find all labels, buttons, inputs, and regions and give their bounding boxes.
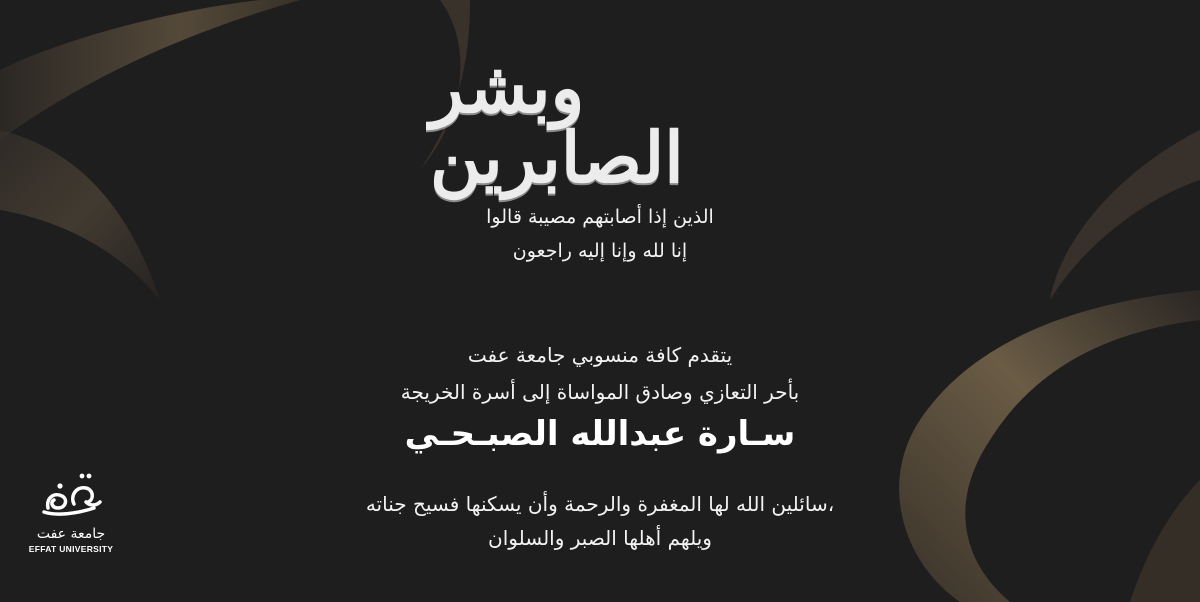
- verse-line-1: الذين إذا أصابتهم مصيبة قالوا: [486, 206, 714, 228]
- message-line-3: سائلين الله لها المغفرة والرحمة وأن يسكنها فسيح جناته،: [365, 492, 835, 516]
- effat-university-logo: [22, 468, 120, 554]
- message-line-1: يتقدم كافة منسوبي جامعة عفت: [467, 343, 733, 367]
- effat-logo-mark-icon: [36, 468, 106, 524]
- logo-arabic-name: جامعة عفت: [36, 526, 106, 542]
- deceased-name: سـارة عبدالله الصبـحـي: [404, 414, 796, 454]
- logo-english-name: EFFAT UNIVERSITY: [28, 544, 114, 554]
- message-line-2: بأحر التعازي وصادق المواساة إلى أسرة الخريجة: [400, 380, 800, 404]
- verse-line-2: إنا لله وإنا إليه راجعون: [512, 240, 688, 262]
- message-line-4: ويلهم أهلها الصبر والسلوان: [488, 526, 712, 550]
- calligraphy-text: وبشر الصابرين: [430, 45, 684, 199]
- calligraphy-title: [430, 40, 760, 205]
